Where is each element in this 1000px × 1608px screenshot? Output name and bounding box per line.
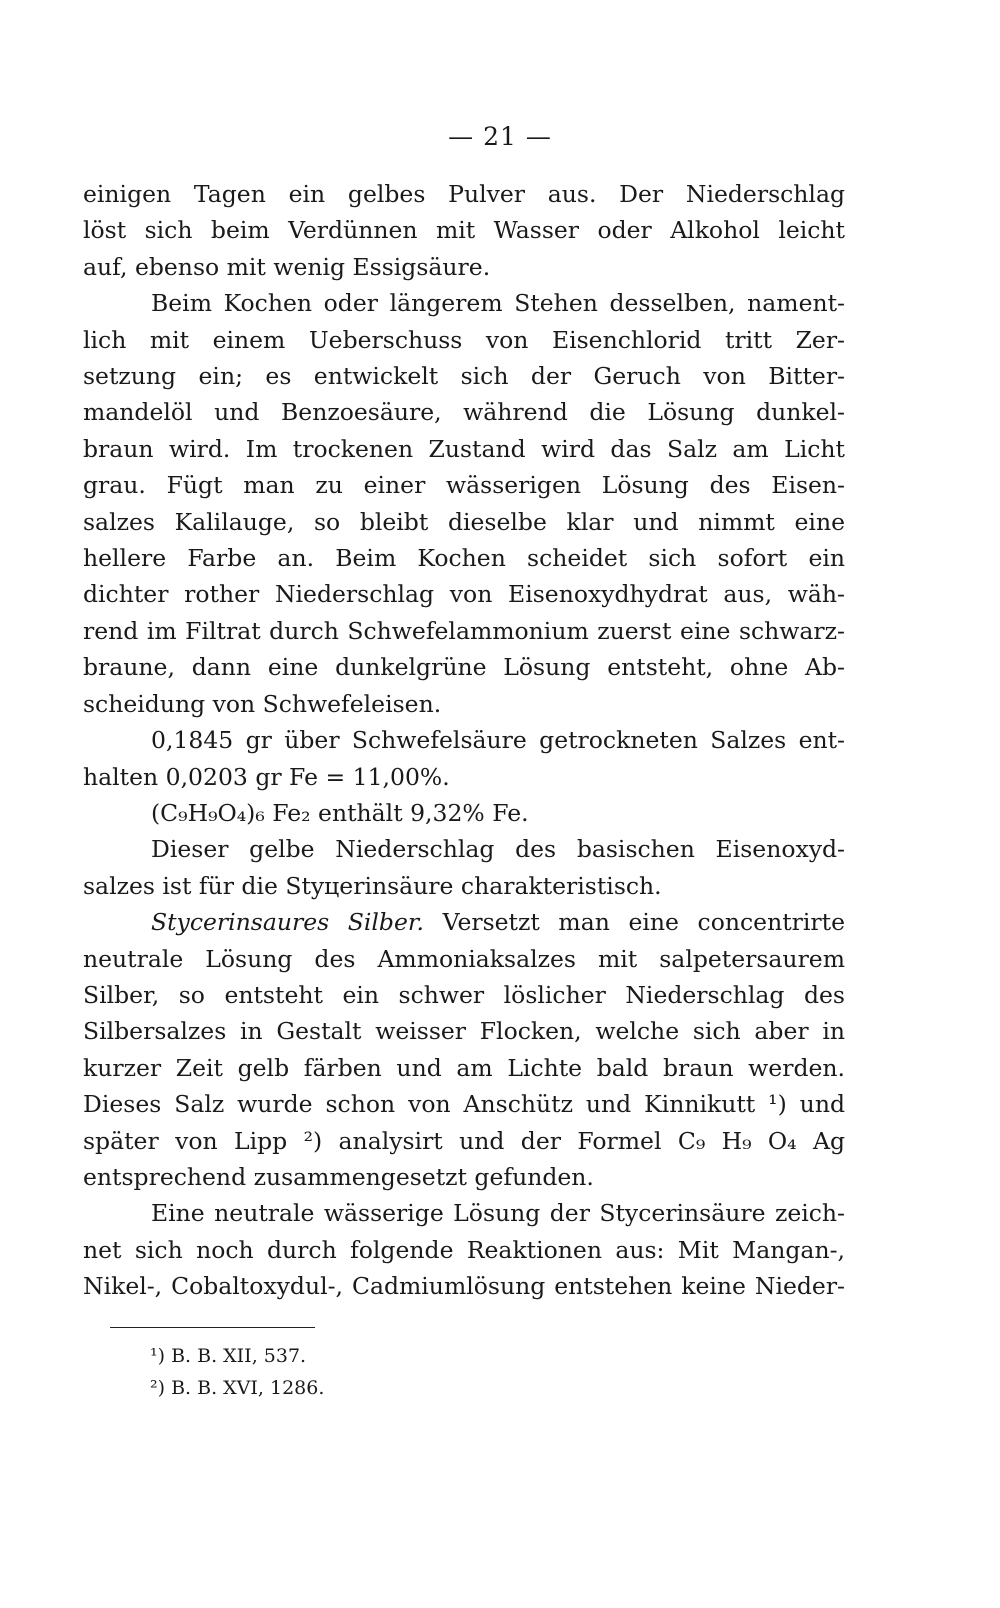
body-text [83,176,845,1305]
text-line-content: Versetzt man eine concentrirte [442,908,845,937]
text-line: entsprechend zusammengesetzt gefunden. [83,1162,594,1191]
footnote-divider [110,1327,315,1328]
text-line: net sich noch durch folgende Reaktionen aus: Mit Mangan-, [83,1235,845,1264]
text-line: neutrale Lösung des Ammoniaksalzes mit salpetersaurem [83,944,845,973]
text-line: salzes ist für die Styцerinsäure charakteristisch. [83,871,662,900]
text-line: einigen Tagen ein gelbes Pulver aus. Der Niederschlag [83,180,845,208]
text-line: löst sich beim Verdünnen mit Wasser oder Alkohol leicht [83,216,845,245]
footnotes [150,1340,324,1404]
text-line: lich mit einem Ueberschuss von Eisenchlorid tritt Zer- [83,325,845,354]
text-line: Silber, so entsteht ein schwer löslicher Niederschlag des [83,980,845,1009]
text-line: halten 0,0203 gr Fe = 11,00%. [83,762,450,791]
text-line: salzes Kalilauge, so bleibt dieselbe klar und nimmt eine [83,507,845,536]
text-line: dichter rother Niederschlag von Eisenoxydhydrat aus, wäh- [83,580,845,609]
text-line: Beim Kochen oder längerem Stehen desselben, nament- [151,289,845,318]
text-line: braune, dann eine dunkelgrüne Lösung entsteht, ohne Ab- [83,653,845,682]
text-line [83,904,845,940]
text-line: braun wird. Im trockenen Zustand wird das Salz am Licht [83,434,845,463]
text-line: Silbersalzes in Gestalt weisser Flocken, welche sich aber in [83,1017,845,1046]
text-line: später von Lipp ²) analysirt und der Formel C₉ H₉ O₄ Ag [83,1126,845,1155]
text-line: kurzer Zeit gelb färben und am Lichte bald braun werden. [83,1053,845,1082]
footnote-1: ¹) B. B. XII, 537. [150,1345,307,1367]
page-number: — 21 — [448,122,552,151]
text-line: auf, ebenso mit wenig Essigsäure. [83,252,491,281]
text-line: Eine neutrale wässerige Lösung der Stycerinsäure zeich- [151,1199,845,1228]
text-line: scheidung von Schwefeleisen. [83,689,442,718]
text-line: rend im Filtrat durch Schwefelammonium zuerst eine schwarz- [83,616,845,645]
text-line: 0,1845 gr über Schwefelsäure getrockneten Salzes ent- [151,726,845,755]
footnote-2: ²) B. B. XVI, 1286. [150,1377,325,1399]
text-line: Dieses Salz wurde schon von Anschütz und Kinnikutt ¹) und [83,1090,845,1119]
text-line: setzung ein; es entwickelt sich der Geruch von Bitter- [83,362,845,391]
text-line: Nikel-, Cobaltoxydul-, Cadmiumlösung entstehen keine Nieder- [83,1272,845,1301]
text-line: (C₉H₉O₄)₆ Fe₂ enthält 9,32% Fe. [151,798,529,827]
text-line: hellere Farbe an. Beim Kochen scheidet sich sofort ein [83,544,845,573]
text-line: Dieser gelbe Niederschlag des basischen Eisenoxyd- [151,835,845,864]
text-line: grau. Fügt man zu einer wässerigen Lösung des Eisen- [83,471,845,500]
section-heading: Stycerinsaures Silber. [151,908,424,937]
text-line: mandelöl und Benzoesäure, während die Lösung dunkel- [83,398,845,427]
